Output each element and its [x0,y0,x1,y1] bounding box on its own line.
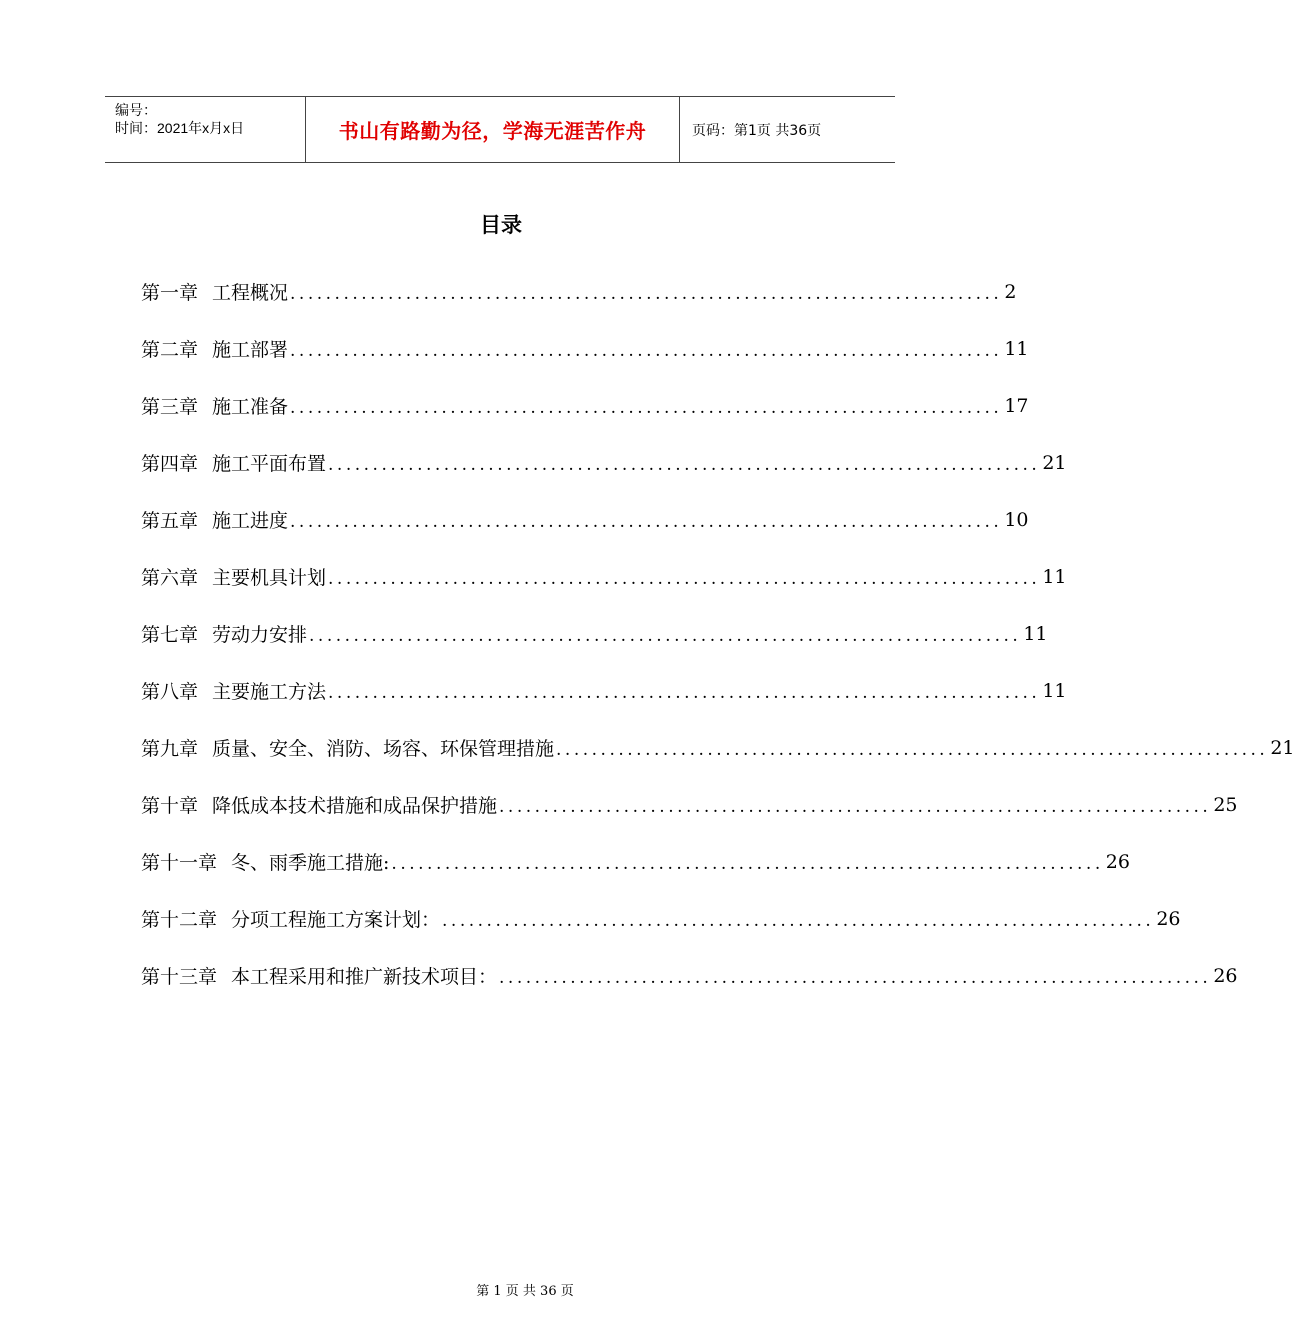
toc-chapter: 第七章 [141,624,199,646]
header-page-info: 页码：第1页 共36页 [692,122,822,139]
toc-page-number: 21 [1270,736,1295,759]
toc-page-number: 2 [1004,280,1017,303]
toc-page-number: 26 [1213,964,1238,987]
toc-entry-title: 劳动力安排 [212,624,308,646]
time-label: 时间：2021年x月x日 [115,120,245,136]
document-header [105,96,895,163]
toc-entry[interactable] [141,434,1067,491]
toc-entry[interactable] [141,491,1029,548]
toc-chapter: 第五章 [141,510,199,532]
toc-leader-dots: ................................................................................ [328,568,1041,589]
toc-leader-dots: ................................................................................ [328,454,1041,475]
toc-entry[interactable] [141,377,1029,434]
toc-entry-title: 施工部署 [212,339,289,361]
toc-leader-dots: ................................................................................ [391,853,1104,874]
toc-chapter: 第三章 [141,396,199,418]
toc-leader-dots: ................................................................................ [328,682,1041,703]
toc-entry-title: 主要施工方法 [212,681,327,703]
toc-entry-title: 施工准备 [212,396,289,418]
toc-leader-dots: ................................................................................ [290,397,1003,418]
toc-entry[interactable] [141,947,1238,1004]
toc-entry-title: 质量、安全、消防、场容、环保管理措施 [212,738,555,760]
toc-chapter: 第二章 [141,339,199,361]
toc-page-number: 11 [1023,622,1048,645]
toc-title: 目录 [480,213,522,237]
header-meta [105,97,306,162]
toc-chapter: 第九章 [141,738,199,760]
toc-page-number: 10 [1004,508,1029,531]
toc-entry-title: 施工进度 [212,510,289,532]
toc-entry-title: 主要机具计划 [212,567,327,589]
toc-entry[interactable] [141,662,1067,719]
toc-entry[interactable] [141,605,1048,662]
toc-page-number: 17 [1004,394,1029,417]
toc-chapter: 第十二章 [141,909,218,931]
toc-leader-dots: ................................................................................ [290,283,1003,304]
toc-chapter: 第十章 [141,795,199,817]
toc-page-number: 26 [1156,907,1181,930]
toc-entry[interactable] [141,890,1181,947]
toc-page-number: 11 [1042,565,1067,588]
table-of-contents [141,263,1295,1004]
code-label: 编号： [115,102,157,118]
toc-entry-title: 分项工程施工方案计划： [231,909,441,931]
toc-chapter: 第六章 [141,567,199,589]
toc-chapter: 第八章 [141,681,199,703]
toc-entry[interactable] [141,776,1238,833]
toc-entry-title: 施工平面布置 [212,453,327,475]
toc-leader-dots: ................................................................................ [290,511,1003,532]
toc-entry-title: 降低成本技术措施和成品保护措施 [212,795,498,817]
toc-leader-dots: ................................................................................ [499,796,1212,817]
toc-page-number: 11 [1042,679,1067,702]
toc-leader-dots: ................................................................................ [556,739,1269,760]
header-motto: 书山有路勤为径，学海无涯苦作舟 [306,97,680,162]
toc-page-number: 25 [1213,793,1238,816]
toc-chapter: 第十一章 [141,852,218,874]
toc-page-number: 11 [1004,337,1029,360]
toc-leader-dots: ................................................................................ [290,340,1003,361]
toc-entry[interactable] [141,833,1130,890]
toc-leader-dots: ................................................................................ [442,910,1155,931]
toc-leader-dots: ................................................................................ [499,967,1212,988]
toc-page-number: 21 [1042,451,1067,474]
toc-entry-title: 本工程采用和推广新技术项目： [231,966,498,988]
toc-entry-title: 工程概况 [212,282,289,304]
toc-chapter: 第一章 [141,282,199,304]
toc-entry[interactable] [141,548,1067,605]
page-footer: 第 1 页 共 36 页 [476,1284,574,1299]
toc-entry-title: 冬、雨季施工措施: [231,852,390,874]
toc-leader-dots: ................................................................................ [309,625,1022,646]
toc-chapter: 第四章 [141,453,199,475]
toc-page-number: 26 [1105,850,1130,873]
toc-chapter: 第十三章 [141,966,218,988]
toc-entry[interactable] [141,320,1029,377]
toc-entry[interactable] [141,263,1017,320]
toc-entry[interactable] [141,719,1295,776]
